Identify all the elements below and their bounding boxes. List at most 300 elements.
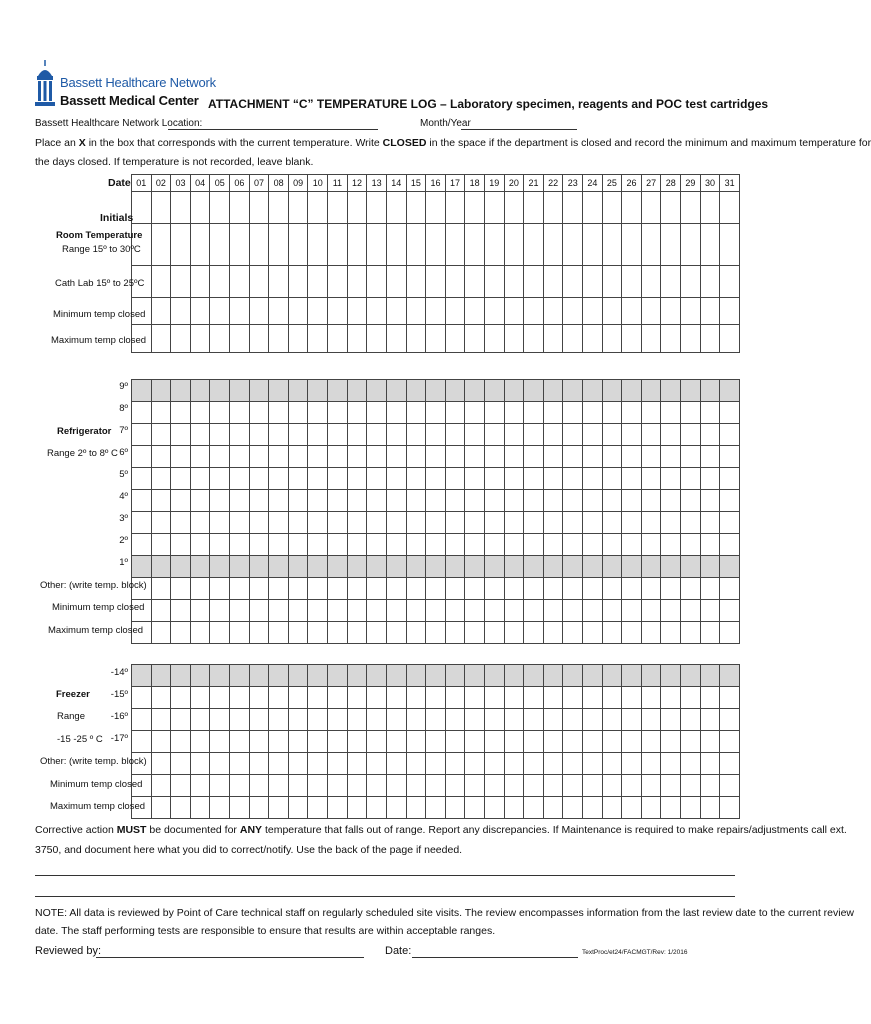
log-cell[interactable] bbox=[543, 709, 563, 731]
log-cell[interactable] bbox=[426, 600, 446, 622]
log-cell[interactable] bbox=[406, 731, 426, 753]
log-cell[interactable] bbox=[504, 325, 524, 353]
log-cell[interactable] bbox=[504, 753, 524, 775]
log-cell[interactable] bbox=[484, 424, 504, 446]
log-cell[interactable] bbox=[190, 446, 210, 468]
log-cell[interactable] bbox=[720, 424, 740, 446]
log-cell[interactable] bbox=[641, 380, 661, 402]
log-cell[interactable] bbox=[484, 600, 504, 622]
log-cell[interactable] bbox=[426, 556, 446, 578]
log-cell[interactable] bbox=[308, 192, 328, 224]
log-cell[interactable] bbox=[328, 578, 348, 600]
log-cell[interactable] bbox=[583, 380, 603, 402]
log-cell[interactable] bbox=[524, 578, 544, 600]
log-cell[interactable] bbox=[445, 709, 465, 731]
log-cell[interactable] bbox=[583, 622, 603, 644]
log-cell[interactable] bbox=[210, 578, 230, 600]
log-cell[interactable] bbox=[602, 424, 622, 446]
log-cell[interactable] bbox=[288, 775, 308, 797]
log-cell[interactable] bbox=[249, 665, 269, 687]
log-cell[interactable] bbox=[622, 468, 642, 490]
log-cell[interactable] bbox=[504, 622, 524, 644]
log-cell[interactable] bbox=[700, 797, 720, 819]
reviewed-by-field[interactable] bbox=[96, 957, 364, 958]
log-cell[interactable] bbox=[210, 446, 230, 468]
log-cell[interactable] bbox=[151, 512, 171, 534]
log-cell[interactable] bbox=[367, 753, 387, 775]
log-cell[interactable] bbox=[484, 775, 504, 797]
log-cell[interactable] bbox=[406, 224, 426, 266]
log-cell[interactable] bbox=[563, 325, 583, 353]
log-cell[interactable] bbox=[622, 402, 642, 424]
log-cell[interactable] bbox=[445, 600, 465, 622]
log-cell[interactable] bbox=[602, 600, 622, 622]
log-cell[interactable] bbox=[543, 192, 563, 224]
log-cell[interactable] bbox=[524, 325, 544, 353]
log-cell[interactable] bbox=[504, 224, 524, 266]
log-cell[interactable] bbox=[347, 578, 367, 600]
log-cell[interactable] bbox=[622, 534, 642, 556]
log-cell[interactable] bbox=[720, 266, 740, 298]
log-cell[interactable] bbox=[641, 600, 661, 622]
log-cell[interactable] bbox=[347, 622, 367, 644]
log-cell[interactable] bbox=[484, 468, 504, 490]
corrective-write-line-2[interactable] bbox=[35, 896, 735, 897]
log-cell[interactable] bbox=[288, 380, 308, 402]
log-cell[interactable] bbox=[190, 380, 210, 402]
log-cell[interactable] bbox=[484, 709, 504, 731]
log-cell[interactable] bbox=[151, 380, 171, 402]
log-cell[interactable] bbox=[720, 192, 740, 224]
log-cell[interactable] bbox=[210, 380, 230, 402]
log-cell[interactable] bbox=[622, 192, 642, 224]
log-cell[interactable] bbox=[543, 797, 563, 819]
log-cell[interactable] bbox=[386, 325, 406, 353]
log-cell[interactable] bbox=[406, 753, 426, 775]
review-date-field[interactable] bbox=[412, 957, 578, 958]
log-cell[interactable] bbox=[308, 380, 328, 402]
log-cell[interactable] bbox=[190, 556, 210, 578]
log-cell[interactable] bbox=[641, 468, 661, 490]
log-cell[interactable] bbox=[386, 468, 406, 490]
log-cell[interactable] bbox=[602, 380, 622, 402]
log-cell[interactable] bbox=[445, 556, 465, 578]
log-cell[interactable] bbox=[504, 731, 524, 753]
log-cell[interactable] bbox=[190, 687, 210, 709]
log-cell[interactable] bbox=[151, 687, 171, 709]
log-cell[interactable] bbox=[641, 731, 661, 753]
log-cell[interactable] bbox=[151, 600, 171, 622]
log-cell[interactable] bbox=[386, 753, 406, 775]
log-cell[interactable] bbox=[190, 224, 210, 266]
log-cell[interactable] bbox=[622, 731, 642, 753]
log-cell[interactable] bbox=[132, 402, 152, 424]
log-cell[interactable] bbox=[641, 298, 661, 325]
log-cell[interactable] bbox=[720, 622, 740, 644]
log-cell[interactable] bbox=[269, 424, 289, 446]
log-cell[interactable] bbox=[484, 797, 504, 819]
log-cell[interactable] bbox=[484, 490, 504, 512]
log-cell[interactable] bbox=[465, 380, 485, 402]
log-cell[interactable] bbox=[700, 687, 720, 709]
log-cell[interactable] bbox=[386, 402, 406, 424]
log-cell[interactable] bbox=[171, 446, 191, 468]
log-cell[interactable] bbox=[249, 298, 269, 325]
log-cell[interactable] bbox=[288, 687, 308, 709]
log-cell[interactable] bbox=[484, 753, 504, 775]
log-cell[interactable] bbox=[230, 578, 250, 600]
log-cell[interactable] bbox=[543, 556, 563, 578]
log-cell[interactable] bbox=[132, 665, 152, 687]
log-cell[interactable] bbox=[465, 709, 485, 731]
log-cell[interactable] bbox=[681, 224, 701, 266]
log-cell[interactable] bbox=[190, 709, 210, 731]
log-cell[interactable] bbox=[171, 578, 191, 600]
log-cell[interactable] bbox=[210, 775, 230, 797]
log-cell[interactable] bbox=[445, 192, 465, 224]
log-cell[interactable] bbox=[681, 775, 701, 797]
log-cell[interactable] bbox=[249, 266, 269, 298]
log-cell[interactable] bbox=[700, 402, 720, 424]
log-cell[interactable] bbox=[151, 731, 171, 753]
log-cell[interactable] bbox=[249, 797, 269, 819]
log-cell[interactable] bbox=[622, 266, 642, 298]
log-cell[interactable] bbox=[308, 424, 328, 446]
log-cell[interactable] bbox=[641, 775, 661, 797]
log-cell[interactable] bbox=[661, 665, 681, 687]
log-cell[interactable] bbox=[406, 797, 426, 819]
log-cell[interactable] bbox=[524, 266, 544, 298]
log-cell[interactable] bbox=[210, 468, 230, 490]
log-cell[interactable] bbox=[681, 325, 701, 353]
log-cell[interactable] bbox=[641, 556, 661, 578]
log-cell[interactable] bbox=[681, 665, 701, 687]
log-cell[interactable] bbox=[328, 534, 348, 556]
log-cell[interactable] bbox=[504, 446, 524, 468]
log-cell[interactable] bbox=[681, 468, 701, 490]
log-cell[interactable] bbox=[484, 731, 504, 753]
log-cell[interactable] bbox=[641, 797, 661, 819]
log-cell[interactable] bbox=[681, 731, 701, 753]
log-cell[interactable] bbox=[308, 797, 328, 819]
log-cell[interactable] bbox=[230, 556, 250, 578]
log-cell[interactable] bbox=[269, 325, 289, 353]
log-cell[interactable] bbox=[720, 490, 740, 512]
log-cell[interactable] bbox=[367, 468, 387, 490]
log-cell[interactable] bbox=[249, 490, 269, 512]
log-cell[interactable] bbox=[190, 468, 210, 490]
log-cell[interactable] bbox=[641, 446, 661, 468]
log-cell[interactable] bbox=[426, 266, 446, 298]
log-cell[interactable] bbox=[681, 446, 701, 468]
log-cell[interactable] bbox=[426, 709, 446, 731]
log-cell[interactable] bbox=[622, 753, 642, 775]
log-cell[interactable] bbox=[269, 534, 289, 556]
log-cell[interactable] bbox=[465, 534, 485, 556]
log-cell[interactable] bbox=[465, 687, 485, 709]
log-cell[interactable] bbox=[622, 709, 642, 731]
log-cell[interactable] bbox=[583, 600, 603, 622]
log-cell[interactable] bbox=[445, 731, 465, 753]
log-cell[interactable] bbox=[720, 325, 740, 353]
log-cell[interactable] bbox=[524, 446, 544, 468]
log-cell[interactable] bbox=[288, 446, 308, 468]
log-cell[interactable] bbox=[563, 600, 583, 622]
log-cell[interactable] bbox=[622, 775, 642, 797]
log-cell[interactable] bbox=[347, 556, 367, 578]
log-cell[interactable] bbox=[583, 468, 603, 490]
log-cell[interactable] bbox=[661, 687, 681, 709]
log-cell[interactable] bbox=[210, 665, 230, 687]
log-cell[interactable] bbox=[347, 775, 367, 797]
log-cell[interactable] bbox=[308, 665, 328, 687]
log-cell[interactable] bbox=[288, 298, 308, 325]
log-cell[interactable] bbox=[367, 298, 387, 325]
log-cell[interactable] bbox=[563, 687, 583, 709]
log-cell[interactable] bbox=[426, 622, 446, 644]
log-cell[interactable] bbox=[190, 298, 210, 325]
log-cell[interactable] bbox=[210, 325, 230, 353]
log-cell[interactable] bbox=[288, 512, 308, 534]
log-cell[interactable] bbox=[367, 578, 387, 600]
log-cell[interactable] bbox=[563, 446, 583, 468]
log-cell[interactable] bbox=[543, 600, 563, 622]
log-cell[interactable] bbox=[171, 622, 191, 644]
log-cell[interactable] bbox=[406, 665, 426, 687]
log-cell[interactable] bbox=[641, 709, 661, 731]
log-cell[interactable] bbox=[700, 753, 720, 775]
log-cell[interactable] bbox=[190, 266, 210, 298]
log-cell[interactable] bbox=[190, 424, 210, 446]
log-cell[interactable] bbox=[288, 402, 308, 424]
log-cell[interactable] bbox=[563, 731, 583, 753]
log-cell[interactable] bbox=[230, 380, 250, 402]
log-cell[interactable] bbox=[700, 731, 720, 753]
log-cell[interactable] bbox=[347, 266, 367, 298]
log-cell[interactable] bbox=[171, 534, 191, 556]
log-cell[interactable] bbox=[602, 468, 622, 490]
log-cell[interactable] bbox=[386, 665, 406, 687]
log-cell[interactable] bbox=[465, 578, 485, 600]
log-cell[interactable] bbox=[445, 490, 465, 512]
log-cell[interactable] bbox=[543, 731, 563, 753]
log-cell[interactable] bbox=[308, 402, 328, 424]
log-cell[interactable] bbox=[524, 424, 544, 446]
log-cell[interactable] bbox=[504, 556, 524, 578]
log-cell[interactable] bbox=[543, 298, 563, 325]
log-cell[interactable] bbox=[288, 731, 308, 753]
log-cell[interactable] bbox=[445, 512, 465, 534]
log-cell[interactable] bbox=[347, 446, 367, 468]
log-cell[interactable] bbox=[171, 512, 191, 534]
log-cell[interactable] bbox=[210, 224, 230, 266]
log-cell[interactable] bbox=[347, 298, 367, 325]
log-cell[interactable] bbox=[583, 402, 603, 424]
log-cell[interactable] bbox=[563, 534, 583, 556]
log-cell[interactable] bbox=[288, 665, 308, 687]
log-cell[interactable] bbox=[484, 325, 504, 353]
log-cell[interactable] bbox=[132, 556, 152, 578]
log-cell[interactable] bbox=[602, 687, 622, 709]
log-cell[interactable] bbox=[602, 490, 622, 512]
log-cell[interactable] bbox=[269, 192, 289, 224]
log-cell[interactable] bbox=[210, 266, 230, 298]
log-cell[interactable] bbox=[151, 325, 171, 353]
log-cell[interactable] bbox=[622, 797, 642, 819]
log-cell[interactable] bbox=[563, 512, 583, 534]
log-cell[interactable] bbox=[484, 534, 504, 556]
log-cell[interactable] bbox=[602, 298, 622, 325]
log-cell[interactable] bbox=[210, 731, 230, 753]
log-cell[interactable] bbox=[720, 775, 740, 797]
log-cell[interactable] bbox=[681, 534, 701, 556]
log-cell[interactable] bbox=[563, 468, 583, 490]
log-cell[interactable] bbox=[504, 266, 524, 298]
log-cell[interactable] bbox=[210, 797, 230, 819]
log-cell[interactable] bbox=[230, 402, 250, 424]
log-cell[interactable] bbox=[563, 665, 583, 687]
log-cell[interactable] bbox=[249, 556, 269, 578]
log-cell[interactable] bbox=[151, 490, 171, 512]
log-cell[interactable] bbox=[230, 797, 250, 819]
log-cell[interactable] bbox=[524, 298, 544, 325]
log-cell[interactable] bbox=[171, 753, 191, 775]
log-cell[interactable] bbox=[524, 687, 544, 709]
log-cell[interactable] bbox=[328, 380, 348, 402]
log-cell[interactable] bbox=[504, 402, 524, 424]
log-cell[interactable] bbox=[288, 578, 308, 600]
log-cell[interactable] bbox=[681, 797, 701, 819]
log-cell[interactable] bbox=[465, 298, 485, 325]
log-cell[interactable] bbox=[641, 490, 661, 512]
log-cell[interactable] bbox=[171, 380, 191, 402]
log-cell[interactable] bbox=[426, 775, 446, 797]
log-cell[interactable] bbox=[308, 512, 328, 534]
log-cell[interactable] bbox=[504, 600, 524, 622]
log-cell[interactable] bbox=[465, 600, 485, 622]
log-cell[interactable] bbox=[347, 709, 367, 731]
log-cell[interactable] bbox=[288, 490, 308, 512]
log-cell[interactable] bbox=[190, 665, 210, 687]
log-cell[interactable] bbox=[328, 709, 348, 731]
log-cell[interactable] bbox=[308, 731, 328, 753]
log-cell[interactable] bbox=[543, 325, 563, 353]
log-cell[interactable] bbox=[132, 687, 152, 709]
log-cell[interactable] bbox=[190, 578, 210, 600]
log-cell[interactable] bbox=[426, 753, 446, 775]
log-cell[interactable] bbox=[641, 424, 661, 446]
log-cell[interactable] bbox=[151, 797, 171, 819]
log-cell[interactable] bbox=[622, 380, 642, 402]
log-cell[interactable] bbox=[269, 446, 289, 468]
log-cell[interactable] bbox=[641, 534, 661, 556]
log-cell[interactable] bbox=[367, 512, 387, 534]
log-cell[interactable] bbox=[230, 665, 250, 687]
log-cell[interactable] bbox=[720, 600, 740, 622]
log-cell[interactable] bbox=[681, 709, 701, 731]
log-cell[interactable] bbox=[445, 468, 465, 490]
log-cell[interactable] bbox=[681, 192, 701, 224]
log-cell[interactable] bbox=[269, 622, 289, 644]
log-cell[interactable] bbox=[583, 775, 603, 797]
log-cell[interactable] bbox=[367, 402, 387, 424]
log-cell[interactable] bbox=[720, 402, 740, 424]
log-cell[interactable] bbox=[151, 446, 171, 468]
log-cell[interactable] bbox=[328, 753, 348, 775]
log-cell[interactable] bbox=[445, 578, 465, 600]
log-cell[interactable] bbox=[328, 622, 348, 644]
log-cell[interactable] bbox=[681, 578, 701, 600]
log-cell[interactable] bbox=[465, 192, 485, 224]
log-cell[interactable] bbox=[249, 600, 269, 622]
log-cell[interactable] bbox=[504, 490, 524, 512]
log-cell[interactable] bbox=[249, 534, 269, 556]
log-cell[interactable] bbox=[230, 600, 250, 622]
log-cell[interactable] bbox=[700, 709, 720, 731]
log-cell[interactable] bbox=[386, 578, 406, 600]
log-cell[interactable] bbox=[386, 266, 406, 298]
log-cell[interactable] bbox=[347, 402, 367, 424]
log-cell[interactable] bbox=[210, 556, 230, 578]
log-cell[interactable] bbox=[386, 446, 406, 468]
log-cell[interactable] bbox=[406, 424, 426, 446]
log-cell[interactable] bbox=[249, 380, 269, 402]
log-cell[interactable] bbox=[249, 325, 269, 353]
log-cell[interactable] bbox=[308, 775, 328, 797]
log-cell[interactable] bbox=[524, 797, 544, 819]
log-cell[interactable] bbox=[484, 687, 504, 709]
log-cell[interactable] bbox=[190, 797, 210, 819]
log-cell[interactable] bbox=[386, 534, 406, 556]
log-cell[interactable] bbox=[288, 753, 308, 775]
log-cell[interactable] bbox=[700, 424, 720, 446]
log-cell[interactable] bbox=[602, 797, 622, 819]
log-cell[interactable] bbox=[308, 578, 328, 600]
log-cell[interactable] bbox=[288, 709, 308, 731]
log-cell[interactable] bbox=[171, 797, 191, 819]
log-cell[interactable] bbox=[720, 446, 740, 468]
log-cell[interactable] bbox=[622, 622, 642, 644]
log-cell[interactable] bbox=[386, 687, 406, 709]
log-cell[interactable] bbox=[386, 622, 406, 644]
log-cell[interactable] bbox=[288, 556, 308, 578]
log-cell[interactable] bbox=[563, 709, 583, 731]
log-cell[interactable] bbox=[171, 325, 191, 353]
log-cell[interactable] bbox=[308, 556, 328, 578]
log-cell[interactable] bbox=[151, 622, 171, 644]
log-cell[interactable] bbox=[308, 622, 328, 644]
log-cell[interactable] bbox=[367, 731, 387, 753]
log-cell[interactable] bbox=[583, 797, 603, 819]
log-cell[interactable] bbox=[386, 709, 406, 731]
log-cell[interactable] bbox=[151, 192, 171, 224]
log-cell[interactable] bbox=[465, 446, 485, 468]
log-cell[interactable] bbox=[269, 512, 289, 534]
log-cell[interactable] bbox=[583, 512, 603, 534]
log-cell[interactable] bbox=[583, 709, 603, 731]
log-cell[interactable] bbox=[465, 266, 485, 298]
log-cell[interactable] bbox=[269, 490, 289, 512]
log-cell[interactable] bbox=[661, 556, 681, 578]
log-cell[interactable] bbox=[151, 534, 171, 556]
log-cell[interactable] bbox=[641, 224, 661, 266]
log-cell[interactable] bbox=[661, 797, 681, 819]
log-cell[interactable] bbox=[151, 298, 171, 325]
log-cell[interactable] bbox=[700, 298, 720, 325]
log-cell[interactable] bbox=[367, 687, 387, 709]
log-cell[interactable] bbox=[543, 753, 563, 775]
log-cell[interactable] bbox=[661, 709, 681, 731]
